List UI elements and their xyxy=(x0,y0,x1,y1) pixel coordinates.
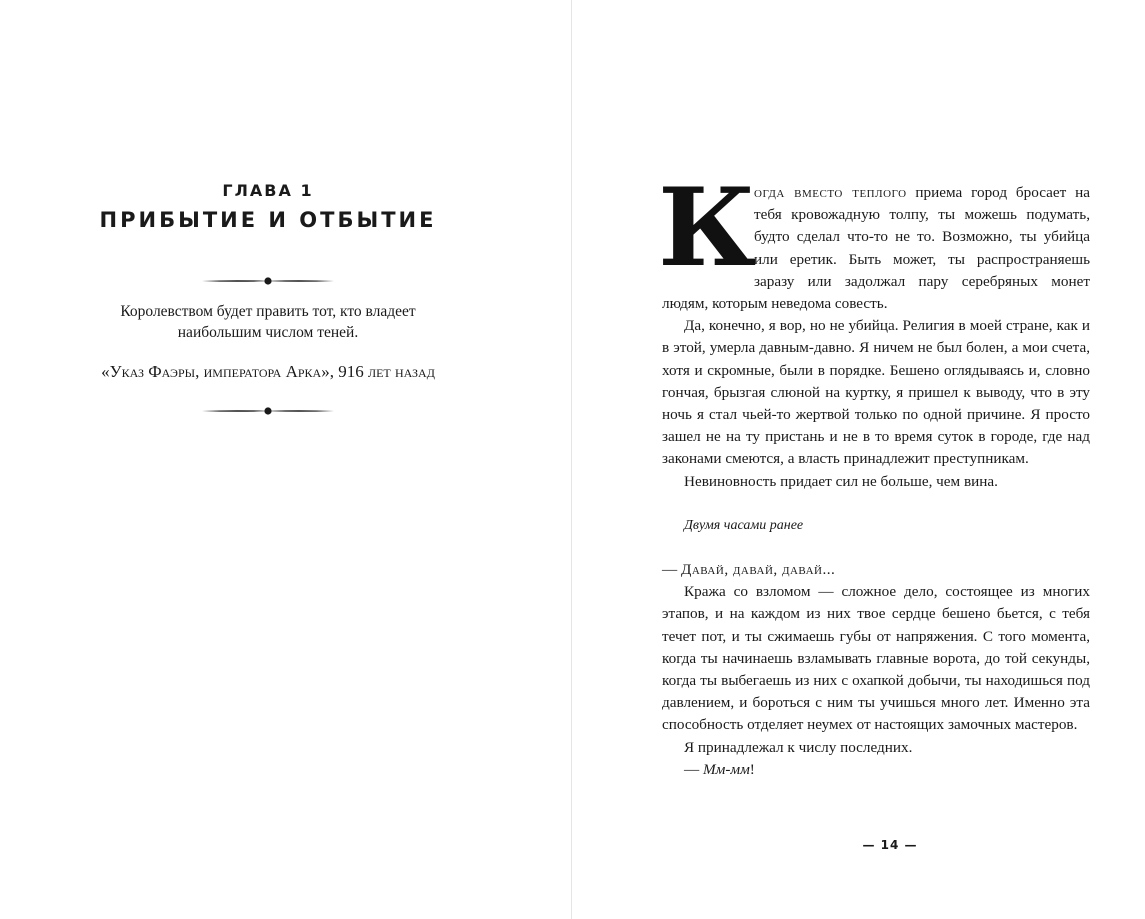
paragraph xyxy=(658,165,1091,315)
page-number: — 14 — xyxy=(862,838,918,852)
epigraph-line: Королевством будет править тот, кто владеет xyxy=(120,303,416,320)
ornament-divider-icon xyxy=(200,405,336,417)
epigraph-source: «Указ Фаэры, императора Арка», 916 лет назад xyxy=(101,362,435,381)
chapter-label: ГЛАВА 1 xyxy=(222,181,314,200)
section-subhead: Двумя часами ранее xyxy=(684,517,804,533)
dialogue-line xyxy=(662,759,1090,781)
drop-cap: К xyxy=(658,165,755,291)
paragraph: Невиновность придает сил не больше, чем вина. xyxy=(684,472,998,490)
dialogue-line xyxy=(662,559,1090,581)
ornament-divider-icon xyxy=(200,275,336,287)
epigraph-line: наибольшим числом теней. xyxy=(177,324,359,341)
dialogue-punct: ! xyxy=(749,760,755,778)
paragraph: Да, конечно, я вор, но не убийца. Религия в моей стране, как и в этой, умерла давным-давно. Я ничем не был болен, а мои счета, хотя и скромные, были в порядке. Бешено оглядываясь и, словно гончая, брызгая слюной на куртку, я пришел к выводу, что в эту ночь я стал чьей-то жертвой только по одной причине. Я просто зашел не на ту пристань и не в то время суток в городе, где над законами смеются, а власть принадлежит преступникам. xyxy=(662,317,1090,468)
dialogue-dash: — xyxy=(684,760,703,778)
paragraph-text: приема город бросает на тебя кровожадную толпу, ты можешь подумать, будто сделал что-то не то. Возможно, ты убийца или еретик. Быть может, ты распространяешь заразу или задолжал пару серебряных монет людям, которым неведома совесть. xyxy=(662,184,1091,313)
opening-small-caps: огда вместо теплого xyxy=(754,184,907,201)
dialogue-text: Давай, давай, давай... xyxy=(680,561,836,579)
paragraph: Я принадлежал к числу последних. xyxy=(684,738,913,756)
dialogue-dash: — xyxy=(662,561,681,579)
section-spacer xyxy=(662,537,1090,559)
dialogue-text: Мм-мм xyxy=(702,760,750,778)
left-page xyxy=(0,0,571,919)
paragraph: Кража со взломом — сложное дело, состоящее из многих этапов, и на каждом из них твое сердце бешено бьется, с тебя течет пот, и ты сжимаешь губы от напряжения. С того момента, когда ты начинаешь взламывать главные ворота, до той секунды, когда ты выбегаешь из них с охапкой добычи, ты находишься под давлением, и бороться с ним ты учишься много лет. Именно эта способность отделяет неумех от настоящих замочных мастеров. xyxy=(662,583,1090,734)
body-text xyxy=(658,165,1091,781)
chapter-title: ПРИБЫТИЕ И ОТБЫТИЕ xyxy=(99,208,437,232)
right-page xyxy=(572,0,1145,919)
section-spacer xyxy=(662,493,1090,515)
epigraph xyxy=(80,301,456,343)
